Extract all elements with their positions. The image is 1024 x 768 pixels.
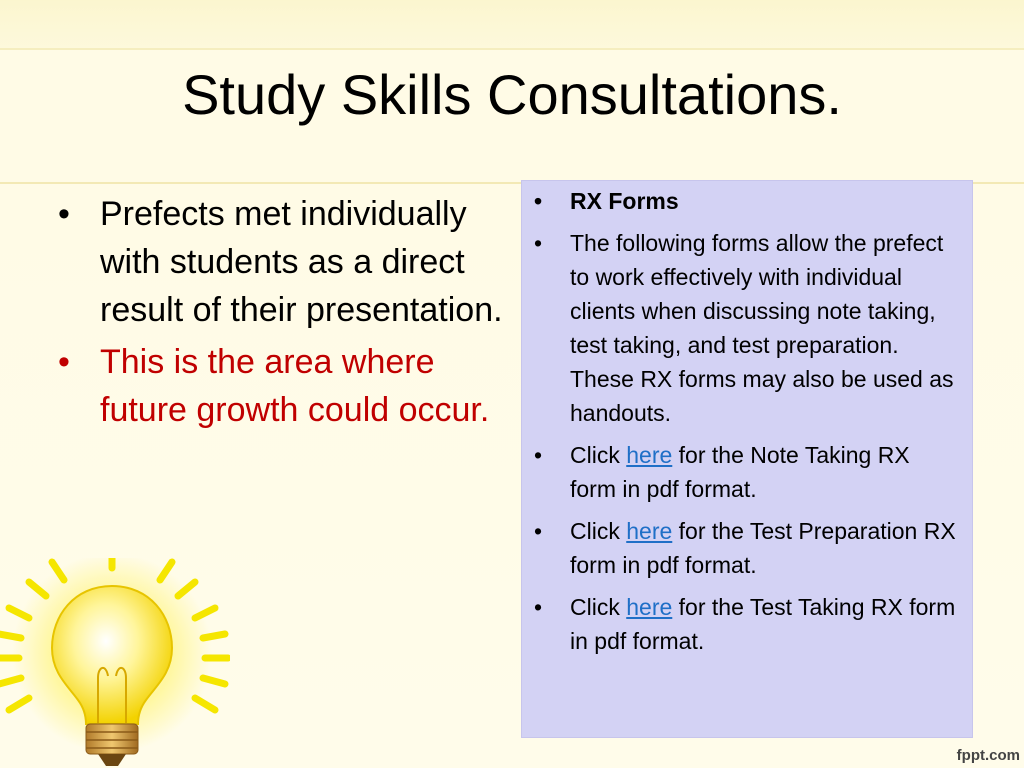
test-taking-link[interactable]: here — [626, 594, 673, 620]
item-prefix: Click — [570, 518, 627, 544]
test-preparation-item — [534, 514, 959, 582]
item-prefix: Click — [570, 442, 627, 468]
lightbulb-icon — [0, 558, 230, 768]
bullet-icon: • — [58, 195, 70, 233]
test-preparation-link[interactable]: here — [626, 518, 673, 544]
bullet-icon: • — [534, 594, 543, 620]
rx-forms-description-text: The following forms allow the prefect to work effectively with individual clients when discussing note taking, test taking, and test preparation. These RX forms may also be used as handouts. — [570, 230, 954, 426]
left-bullet-list — [58, 190, 508, 438]
left-bullet-item — [58, 338, 508, 434]
item-prefix: Click — [570, 594, 627, 620]
note-taking-link[interactable]: here — [626, 442, 673, 468]
bullet-icon: • — [534, 518, 543, 544]
item-suffix: for the Test Preparation RX form in pdf format. — [570, 518, 956, 578]
rx-forms-heading-text: RX Forms — [570, 188, 679, 214]
rx-forms-description — [534, 226, 959, 430]
left-bullet-item — [58, 190, 508, 334]
left-bullet-text: Prefects met individually with students as a direct result of their presentation. — [100, 195, 503, 329]
footer-watermark: fppt.com — [956, 747, 1020, 764]
left-bullet-text: This is the area where future growth could occur. — [100, 343, 490, 429]
item-suffix: for the Note Taking RX form in pdf format. — [570, 442, 910, 502]
rx-forms-list — [534, 184, 959, 666]
bullet-icon: • — [534, 230, 543, 256]
item-suffix: for the Test Taking RX form in pdf format. — [570, 594, 956, 654]
bullet-icon: • — [534, 442, 543, 468]
bullet-icon: • — [534, 188, 543, 214]
note-taking-item — [534, 438, 959, 506]
slide-title: Study Skills Consultations. — [182, 63, 842, 126]
test-taking-item — [534, 590, 959, 658]
bullet-icon: • — [58, 343, 70, 381]
rx-forms-heading — [534, 184, 959, 218]
